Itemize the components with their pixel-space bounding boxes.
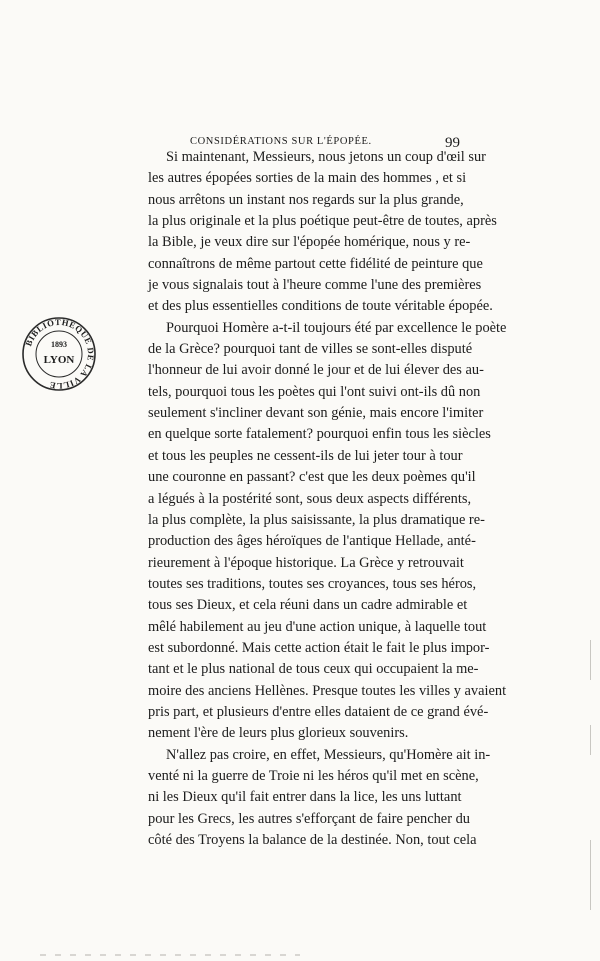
text-line: production des âges héroïques de l'antique Hellade, anté-	[148, 533, 476, 550]
text-line: rieurement à l'époque historique. La Grèce y retrouvait	[148, 554, 464, 571]
stamp-outer-text: BIBLIOTHÈQUE DE LA VILLE	[23, 316, 97, 392]
scan-bottom-marks	[40, 943, 300, 945]
text-line: venté ni la guerre de Troie ni les héros qu'il met en scène,	[148, 767, 479, 784]
text-line: Si maintenant, Messieurs, nous jetons un coup d'œil sur	[166, 149, 486, 165]
text-line: en quelque sorte fatalement? pourquoi enfin tous les siècles	[148, 426, 491, 443]
text-line: et des plus essentielles conditions de toute véritable épopée.	[148, 298, 493, 315]
text-line: seulement s'incliner devant son génie, mais encore l'imiter	[148, 405, 484, 422]
text-line: pris part, et plusieurs d'entre elles dataient de ce grand évé-	[148, 703, 489, 720]
text-line: mêlé habilement au jeu d'une action unique, à laquelle tout	[148, 618, 487, 635]
text-line: nous arrêtons un instant nos regards sur la plus grande,	[148, 191, 464, 208]
text-line: tels, pourquoi tous les poètes qui l'ont suivi ont-ils dû non	[148, 383, 481, 400]
text-line: a légués à la postérité sont, sous deux aspects différents,	[148, 490, 472, 507]
text-line: moire des anciens Hellènes. Presque toutes les villes y avaient	[148, 682, 507, 699]
text-line: N'allez pas croire, en effet, Messieurs, qu'Homère ait in-	[166, 746, 491, 763]
text-line: connaîtrons de même partout cette fidélité de peinture que	[148, 255, 483, 272]
text-line: ni les Dieux qu'il fait entrer dans la lice, les uns luttant	[148, 789, 462, 806]
text-line: je vous signalais tout à l'heure comme l'une des premières	[148, 277, 482, 294]
text-line: une couronne en passant? c'est que les deux poèmes qu'il	[148, 469, 476, 486]
text-line: toutes ses traditions, toutes ses croyances, tous ses héros,	[148, 575, 477, 592]
text-line: la plus originale et la plus poétique peut-être de toutes, après	[148, 213, 497, 230]
text-line: l'honneur de lui avoir donné le jour et de lui élever des au-	[148, 362, 484, 379]
running-title: CONSIDÉRATIONS SUR L'ÉPOPÉE.	[190, 136, 372, 147]
text-line: Pourquoi Homère a-t-il toujours été par excellence le poète	[166, 319, 507, 336]
text-line: est subordonné. Mais cette action était le fait le plus impor-	[148, 639, 490, 656]
text-line: et tous les peuples ne cessent-ils de lui jeter tour à tour	[148, 447, 463, 464]
page-number: 99	[445, 135, 460, 151]
text-line: tous ses Dieux, et cela réuni dans un cadre admirable et	[148, 597, 468, 614]
text-line: tant et le plus national de tous ceux qui occupaient la me-	[148, 661, 479, 678]
text-line: pour les Grecs, les autres s'efforçant de faire pencher du	[148, 810, 470, 827]
body-text	[148, 147, 507, 851]
text-line: les autres épopées sorties de la main des hommes , et si	[148, 170, 467, 187]
text-line: la Bible, je veux dire sur l'épopée homérique, nous y re-	[148, 234, 471, 251]
text-line: de la Grèce? pourquoi tant de villes se sont-elles disputé	[148, 341, 473, 358]
scan-edge-mark	[590, 840, 591, 910]
scan-edge-mark	[590, 725, 591, 755]
stamp-city: LYON	[43, 354, 75, 366]
text-line: la plus complète, la plus saisissante, la plus dramatique re-	[148, 511, 485, 528]
text-line: nement l'ère de leurs plus glorieux souvenirs.	[148, 725, 409, 742]
stamp-year: 1893	[51, 340, 67, 349]
scan-edge-mark	[590, 640, 591, 680]
text-line: côté des Troyens la balance de la destinée. Non, tout cela	[148, 832, 477, 848]
library-stamp	[20, 315, 98, 393]
